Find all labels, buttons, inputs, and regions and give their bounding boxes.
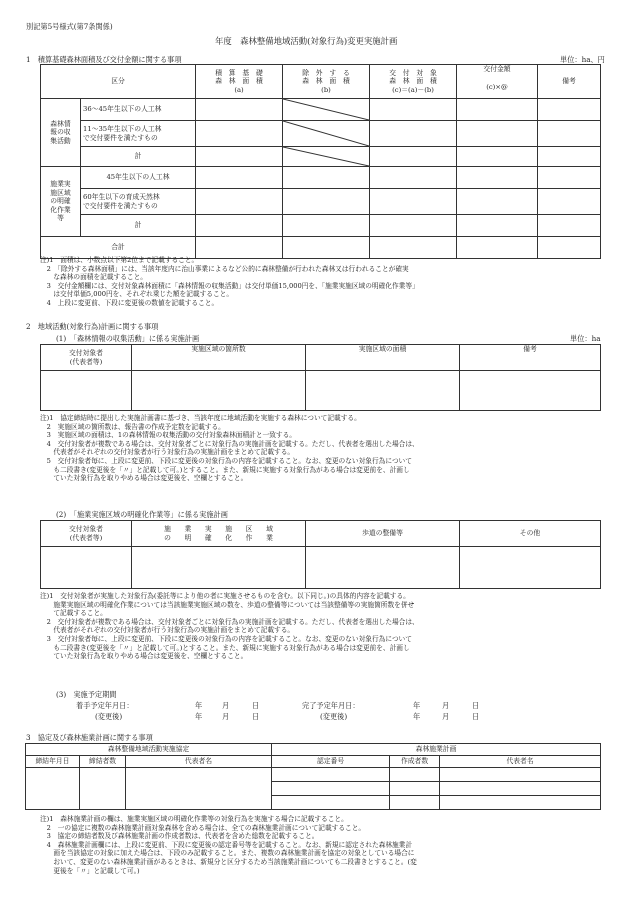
note: 4 上段に変更前、下段に変更後の数値を記載すること。 — [40, 298, 219, 307]
section2-notes2 — [40, 592, 419, 661]
end-after-label: (変更後) — [320, 712, 348, 721]
page-title: 年度 森林整備地域活動(対象行為)変更実施計画 — [215, 36, 398, 46]
cell-g2r2-b[interactable] — [283, 189, 370, 215]
row-label-g2r1: 45年生以下の人工林 — [81, 167, 196, 189]
cell-g2t-a[interactable] — [196, 215, 283, 237]
note: 2 一の協定に複数の森林施業計画対象森林を含める場合は、全ての森林施業計画について記載すること。 — [40, 823, 366, 832]
t2-cell-other[interactable] — [460, 547, 601, 589]
section2-sub1: (1) 「森林情報の収集活動」に係る実施計画 — [56, 334, 200, 343]
section2-sub3: (3) 実施予定期間 — [56, 690, 117, 699]
section3-heading: 3 協定及び森林施業計画に関する事項 — [26, 733, 153, 742]
t2-header-clarification: 施 業 実 施 区 域 の 明 確 化 作 業 — [132, 521, 306, 547]
note: 更後を「〃」と記載して可。) — [40, 866, 140, 875]
note: 注)1 面積は、小数点以下第2位まで記載すること。 — [40, 256, 199, 264]
note: 4 交付対象者が複数である場合は、交付対象者ごとに対象行為の実施計画を記載する。ただし、代表者を選出した場合は、 — [40, 439, 419, 448]
header-excluded-area — [283, 65, 370, 99]
section3-notes — [40, 815, 417, 875]
header-target-area-sub: (c)＝(a)－(b) — [392, 85, 434, 94]
header-agreement-representative: 代表者名 — [126, 756, 272, 768]
cell-g1r1-a[interactable] — [196, 99, 283, 121]
header-excluded-area-sub: (b) — [321, 85, 331, 94]
section2-sub2: (2) 「施業実施区域の明確化作業等」に係る実施計画 — [56, 510, 228, 519]
header-conclusion-date: 締結年月日 — [26, 756, 80, 768]
note: 画を当該協定の対象に加えた場合は、下段のみ記載すること。また、複数の森林施業計画を協定の対象としている場合に — [40, 849, 415, 858]
note: 3 協定の締結者数及び森林施業計画の作成者数は、代表者を含めた総数を記載すること。 — [40, 832, 319, 841]
area-clarification-plan-table — [40, 520, 601, 589]
cell-g2t-d[interactable] — [457, 215, 538, 237]
start-day: 日 — [252, 701, 260, 710]
header-signatory-count: 締結者数 — [80, 756, 126, 768]
t2-header-trail: 歩道の整備等 — [306, 521, 460, 547]
row-label-g2-total: 計 — [81, 215, 196, 237]
header-target-area — [370, 65, 457, 99]
row-label-g2r2: 60年生以下の育成天然林 で交付要件を満たすもの — [81, 189, 196, 215]
cell-g1r1-c[interactable] — [370, 99, 457, 121]
end-month: 月 — [442, 701, 450, 710]
cell-g1r2-a[interactable] — [196, 121, 283, 147]
cell-g2r1-c[interactable] — [370, 167, 457, 189]
cell-signatory-count[interactable] — [80, 768, 126, 810]
section2-unit: 単位：ha — [570, 334, 601, 343]
note: 代表者がそれぞれの交付対象者が行う対象行為の実施計画をまとめて記載する。 — [40, 626, 295, 635]
section1-unit: 単位：ha、円 — [560, 55, 605, 64]
cell-creator-count[interactable] — [390, 796, 440, 810]
t2-header-recipient: 交付対象者 (代表者等) — [41, 521, 132, 547]
header-basis-area-label: 積 算 基 礎 森 林 面 積 — [215, 68, 263, 86]
row-label-g1r1: 36～45年生以下の人工林 — [81, 99, 196, 121]
note: 4 森林施業計画欄には、上段に変更前、下段に変更後の認定番号等を記載すること。なお、新規に認定された森林施業計 — [40, 840, 413, 849]
cell-g2t-e[interactable] — [538, 215, 601, 237]
t2-header-other: その他 — [460, 521, 601, 547]
section2-heading: 2 地域活動(対象行為)計画に関する事項 — [26, 322, 159, 331]
cell-g1r2-e[interactable] — [538, 121, 601, 147]
note: 2 交付対象者が複数である場合は、交付対象者ごとに対象行為の実施計画を記載する。ただし、代表者を選出した場合は、 — [40, 617, 419, 626]
end-year: 年 — [413, 701, 421, 710]
header-excluded-area-label: 除 外 す る 森 林 面 積 — [302, 68, 350, 86]
note: 3 交付対象者毎に、上段に変更前、下段に変更後の対象行為の内容を記載すること。なお、変更のない対象行為について — [40, 634, 412, 643]
note: おいて、変更のない森林施業計画があるときは、新規分と区分するため当該施業計画についても二段書きとすること。(変 — [40, 857, 417, 866]
cell-creator-count[interactable] — [390, 782, 440, 796]
cell-g1t-b-disabled — [283, 147, 370, 167]
row-label-g1r2: 11～35年生以下の人工林 で交付要件を満たすもの — [81, 121, 196, 147]
cell-gt-d[interactable] — [457, 237, 538, 259]
header-basis-area — [196, 65, 283, 99]
start-after-year: 年 — [195, 712, 203, 721]
t2-cell-clarification[interactable] — [132, 547, 306, 589]
t2-cell-recipient[interactable] — [41, 547, 132, 589]
header-certification-number: 認定番号 — [272, 756, 390, 768]
agreement-group-header: 森林整備地域活動実施協定 — [26, 744, 272, 756]
cell-g2r1-b[interactable] — [283, 167, 370, 189]
t1-cell-site-count[interactable] — [132, 371, 306, 411]
area-table — [40, 64, 601, 259]
end-after-month: 月 — [442, 712, 450, 721]
cell-g2r2-a[interactable] — [196, 189, 283, 215]
cell-g2t-c[interactable] — [370, 215, 457, 237]
note: は交付単価5,000円を、それぞれ乗じた額を記載すること。 — [40, 290, 234, 299]
cell-g2t-b[interactable] — [283, 215, 370, 237]
note: 2 「除外する森林面積」には、当該年度内に治山事業によるなど公的に森林整備が行われた森林又は行われることが確実 — [40, 264, 409, 273]
info-collection-plan-table — [40, 344, 601, 411]
cell-g1r1-b-disabled — [283, 99, 370, 121]
cell-g1t-d[interactable] — [457, 147, 538, 167]
cell-g2r1-d[interactable] — [457, 167, 538, 189]
header-creator-count: 作成者数 — [390, 756, 440, 768]
cell-plan-representative[interactable] — [440, 796, 601, 810]
cell-g1t-c[interactable] — [370, 147, 457, 167]
t1-cell-site-area[interactable] — [306, 371, 460, 411]
cell-g1r1-d[interactable] — [457, 99, 538, 121]
t1-header-site-count: 実施区域の箇所数 — [132, 345, 306, 371]
start-year: 年 — [195, 701, 203, 710]
section1-notes — [40, 256, 419, 308]
cell-plan-representative[interactable] — [440, 782, 601, 796]
cell-g1t-a[interactable] — [196, 147, 283, 167]
start-month: 月 — [222, 701, 230, 710]
header-target-area-label: 交 付 対 象 森 林 面 積 — [389, 68, 437, 86]
note: ていた対象行為を取りやめる場合は変更後を、空欄とすること。 — [40, 474, 248, 483]
cell-g1r2-b-disabled — [283, 121, 370, 147]
note: 注)1 協定締結時に提出した実施計画書に基づき、当該年度に地域活動を実施する森林について記載する。 — [40, 414, 361, 422]
note: 施業実施区域の明確化作業については当該施業実施区域の数を、歩道の整備等については当該整備等の実施箇所数を併せ — [40, 600, 415, 609]
row-label-grand-total: 合計 — [41, 237, 196, 259]
note: な森林の面積を記載すること。 — [40, 273, 147, 282]
note: も二段書き(変更後を「〃」と記載して可。)とすること。また、新規に実施する対象行為がある場合は変更前を、計画し — [40, 643, 410, 652]
cell-g2r2-d[interactable] — [457, 189, 538, 215]
cell-plan-representative[interactable] — [440, 768, 601, 782]
t1-header-recipient: 交付対象者 (代表者等) — [41, 345, 132, 371]
t1-cell-recipient[interactable] — [41, 371, 132, 411]
note: 5 交付対象者毎に、上段に変更前、下段に変更後の対象行為の内容を記載すること。なお、変更のない対象行為について — [40, 456, 412, 465]
header-plan-representative: 代表者名 — [440, 756, 601, 768]
cell-g2r1-e[interactable] — [538, 167, 601, 189]
t2-cell-trail[interactable] — [306, 547, 460, 589]
section2-notes1 — [40, 414, 419, 483]
note: 注)1 森林施業計画の欄は、施業実施区域の明確化作業等の対象行為を実施する場合に記載すること。 — [40, 815, 348, 823]
group-info-collection: 森林情 報の収 集活動 — [41, 99, 81, 167]
note: て記載すること。 — [40, 609, 107, 618]
cell-g1r2-d[interactable] — [457, 121, 538, 147]
end-after-day: 日 — [472, 712, 480, 721]
cell-g2r2-c[interactable] — [370, 189, 457, 215]
end-date-label: 完了予定年月日： — [302, 701, 360, 710]
cell-agreement-representative[interactable] — [126, 768, 272, 810]
cell-g2r2-e[interactable] — [538, 189, 601, 215]
header-grant-amount-label: 交付金額 — [483, 65, 511, 73]
start-after-day: 日 — [252, 712, 260, 721]
cell-gt-e[interactable] — [538, 237, 601, 259]
note: 3 実施区域の面積は、1の森林情報の収集活動の交付対象森林面積計と一致する。 — [40, 431, 296, 440]
end-day: 日 — [472, 701, 480, 710]
cell-certification-number[interactable] — [272, 796, 390, 810]
t1-cell-remarks[interactable] — [460, 371, 601, 411]
note: 代表者がそれぞれの交付対象者が行う対象行為の実施計画をまとめて記載する。 — [40, 448, 295, 457]
cell-creator-count[interactable] — [390, 768, 440, 782]
header-basis-area-sub: (a) — [234, 85, 244, 94]
start-after-label: (変更後) — [95, 712, 123, 721]
section1-heading: 1 積算基礎森林面積及び交付金額に関する事項 — [26, 55, 182, 64]
cell-g1t-e[interactable] — [538, 147, 601, 167]
header-kubun: 区分 — [41, 65, 196, 99]
start-date-label: 着手予定年月日： — [76, 701, 134, 710]
header-grant-amount — [457, 65, 538, 99]
agreement-table — [25, 743, 601, 810]
t1-header-site-area: 実施区域の面積 — [306, 345, 460, 371]
note: 注)1 交付対象者が実施した対象行為(委託等により他の者に実施させるものを含む。以下同じ。)の具体的内容を記載する。 — [40, 592, 410, 600]
cell-g2r1-a[interactable] — [196, 167, 283, 189]
form-reference: 別記第5号様式(第7条関係) — [26, 22, 113, 31]
cell-g1r1-e[interactable] — [538, 99, 601, 121]
note: も二段書き(変更後を「〃」と記載して可。)とすること。また、新規に実施する対象行為がある場合は変更前を、計画し — [40, 465, 410, 474]
row-label-g1-total: 計 — [81, 147, 196, 167]
note: 3 交付金額欄には、交付対象森林面積に「森林情報の収集活動」は交付単価15,000円を、「施業実施区域の明確化作業等」 — [40, 281, 419, 290]
cell-g1r2-c[interactable] — [370, 121, 457, 147]
header-grant-amount-sub: (c)×@ — [486, 83, 508, 92]
header-remarks: 備考 — [538, 65, 601, 99]
group-area-clarification: 施業実 施区域 の明確 化作業 等 — [41, 167, 81, 237]
cell-certification-number[interactable] — [272, 782, 390, 796]
t1-header-remarks: 備考 — [460, 345, 601, 371]
note: 2 実施区域の箇所数は、報告書の作成予定数を記載する。 — [40, 422, 225, 431]
note: ていた対象行為を取りやめる場合は変更後を、空欄とすること。 — [40, 652, 248, 661]
forest-plan-group-header: 森林施業計画 — [272, 744, 601, 756]
cell-conclusion-date[interactable] — [26, 768, 80, 810]
start-after-month: 月 — [222, 712, 230, 721]
cell-certification-number[interactable] — [272, 768, 390, 782]
end-after-year: 年 — [413, 712, 421, 721]
